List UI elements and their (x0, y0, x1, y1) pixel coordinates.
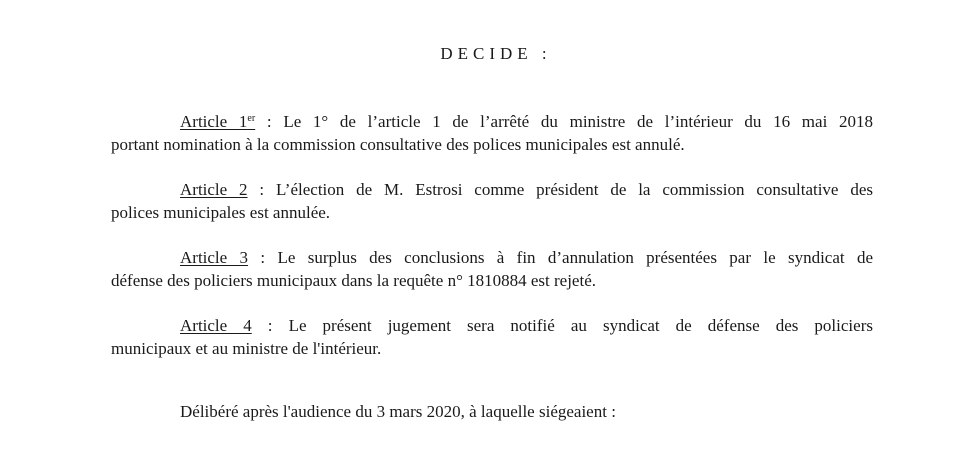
article-2-separator: : (247, 180, 276, 199)
article-3-text-line2: défense des policiers municipaux dans la requête n° 1810884 est rejeté. (111, 270, 596, 290)
decision-heading: DECIDE : (440, 44, 552, 63)
article-4-label: Article 4 (180, 316, 252, 335)
article-4-first-line (111, 315, 873, 338)
deliberation-statement: Délibéré après l'audience du 3 mars 2020, à laquelle siégeaient : (180, 402, 616, 421)
article-1-separator: : (255, 112, 284, 131)
article-3 (111, 247, 873, 292)
article-2 (111, 179, 873, 224)
article-1 (111, 111, 873, 156)
article-1-label: Article 1er (180, 112, 256, 131)
article-2-first-line (111, 179, 873, 202)
article-4-separator: : (251, 316, 289, 335)
article-4 (111, 315, 873, 360)
article-2-label: Article 2 (180, 180, 248, 199)
article-3-first-line (111, 247, 873, 270)
article-2-text-line2: polices municipales est annulée. (111, 202, 331, 222)
article-1-text-line1: Le 1° de l’article 1 de l’arrêté du ministre de l’intérieur du 16 mai 2018 (283, 112, 873, 131)
article-3-text-line1: Le surplus des conclusions à fin d’annulation présentées par le syndicat de (277, 248, 873, 267)
article-4-text-line2: municipaux et au ministre de l'intérieur. (111, 338, 382, 358)
article-1-first-line (111, 111, 873, 134)
article-4-text-line1: Le présent jugement sera notifié au syndicat de défense des policiers (288, 316, 873, 335)
document-page (111, 0, 873, 450)
article-2-text-line1: L’élection de M. Estrosi comme président de la commission consultative des (275, 180, 873, 199)
article-3-separator: : (248, 248, 278, 267)
article-3-label: Article 3 (180, 248, 249, 267)
article-1-text-line2: portant nomination à la commission consultative des polices municipales est annulé. (111, 134, 685, 154)
article-1-superscript: er (247, 113, 256, 124)
